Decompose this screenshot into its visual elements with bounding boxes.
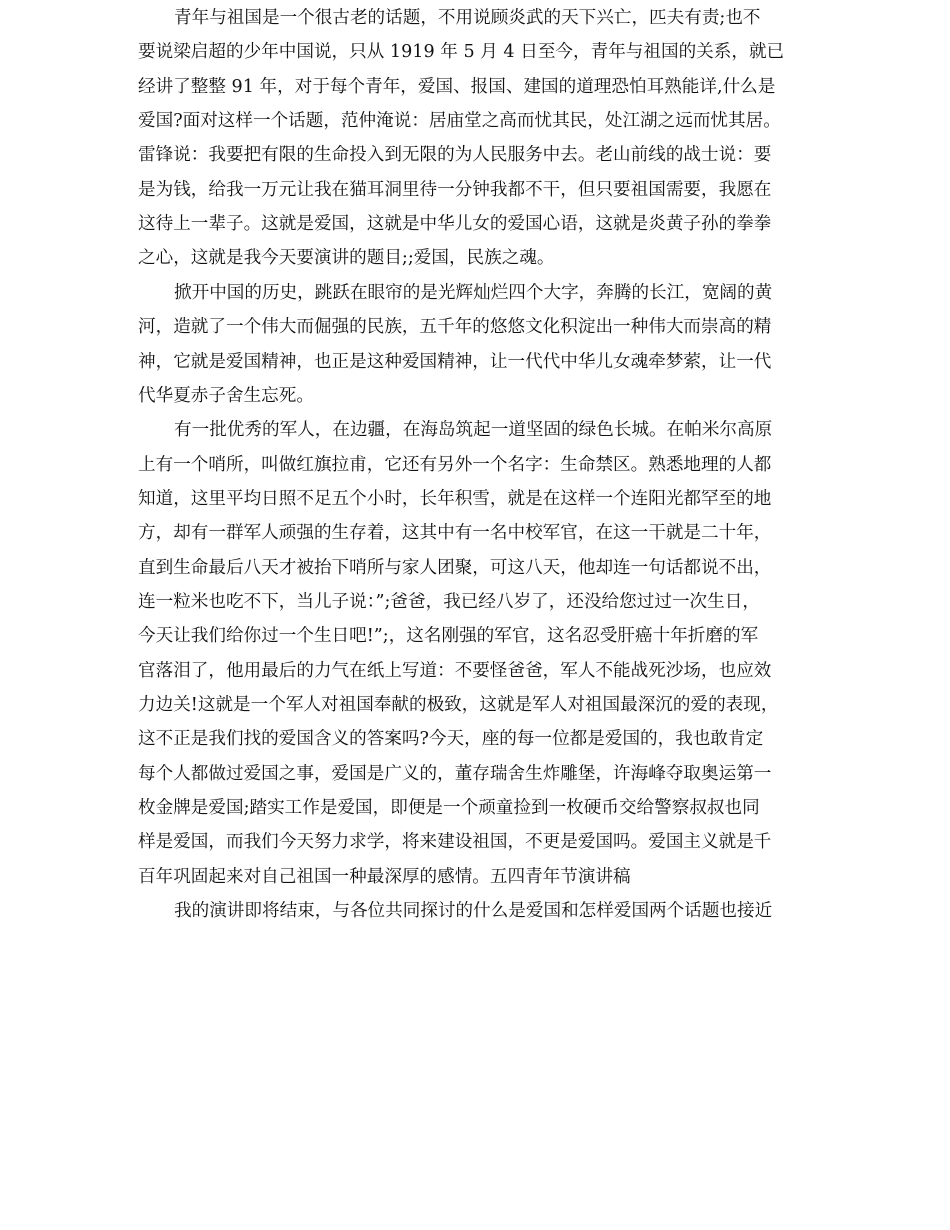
text-line: 上有一个哨所，叫做红旗拉甫，它还有另外一个名字：生命禁区。熟悉地理的人都 [138,454,772,475]
text-line: 连一粒米也吃不下，当儿子说：”;爸爸，我已经八岁了，还没给您过过一次生日， [138,591,760,612]
text-line: 我的演讲即将结束，与各位共同探讨的什么是爱国和怎样爱国两个话题也接近 [174,901,773,922]
text-line: 今天让我们给你过一个生日吧!”;，这名刚强的军官，这名忍受肝癌十年折磨的军 [138,626,759,647]
text-line: 要说梁启超的少年中国说，只从 1919 年 5 月 4 日至今，青年与祖国的关系，就已 [138,42,785,63]
text-line: 经讲了整整 91 年，对于每个青年，爱国、报国、建国的道理恐怕耳熟能详,什么是 [138,76,776,97]
text-line: 有一批优秀的军人，在边疆，在海岛筑起一道坚固的绿色长城。在帕米尔高原 [174,420,773,441]
text-line: 之心，这就是我今天要演讲的题目;;爱国，民族之魂。 [138,248,555,269]
text-line: 这待上一辈子。这就是爱国，这就是中华儿女的爱国心语，这就是炎黄子孙的拳拳 [138,214,772,235]
text-line: 河，造就了一个伟大而倔强的民族，五千年的悠悠文化积淀出一种伟大而崇高的精 [138,317,772,338]
text-line: 是为钱，给我一万元让我在猫耳洞里待一分钟我都不干，但只要祖国需要，我愿在 [138,179,772,200]
text-line: 神，它就是爱国精神，也正是这种爱国精神，让一代代中华儿女魂牵梦萦，让一代 [138,351,772,372]
text-line: 枚金牌是爱国;踏实工作是爱国，即便是一个顽童捡到一枚硬币交给警察叔叔也同 [138,798,760,819]
text-line: 知道，这里平均日照不足五个小时，长年积雪，就是在这样一个连阳光都罕至的地 [138,488,772,509]
text-line: 方，却有一群军人顽强的生存着，这其中有一名中校军官，在这一干就是二十年， [138,523,772,544]
text-line: 代华夏赤子舍生忘死。 [138,385,314,406]
text-line: 雷锋说：我要把有限的生命投入到无限的为人民服务中去。老山前线的战士说：要 [138,145,772,166]
text-line: 百年巩固起来对自己祖国一种最深厚的感情。五四青年节演讲稿 [138,866,631,887]
text-line: 青年与祖国是一个很古老的话题，不用说顾炎武的天下兴亡，匹夫有责;也不 [174,8,761,28]
text-line: 直到生命最后八天才被抬下哨所与家人团聚，可这八天，他却连一句话都说不出， [138,557,772,578]
text-line: 这不正是我们找的爱国含义的答案吗?今天，座的每一位都是爱国的，我也敢肯定 [138,729,764,750]
text-line: 爱国?面对这样一个话题，范仲淹说：居庙堂之高而忧其民，处江湖之远而忧其居。 [138,111,781,132]
text-line: 官落泪了，他用最后的力气在纸上写道：不要怪爸爸，军人不能战死沙场，也应效 [138,660,772,681]
text-line: 掀开中国的历史，跳跃在眼帘的是光辉灿烂四个大字，奔腾的长江，宽阔的黄 [174,282,773,303]
text-line: 力边关!这就是一个军人对祖国奉献的极致，这就是军人对祖国最深沉的爱的表现， [138,695,779,715]
text-line: 每个人都做过爱国之事，爱国是广义的，董存瑞舍生炸雕堡，许海峰夺取奥运第一 [138,763,772,784]
text-line: 样是爱国，而我们今天努力求学，将来建设祖国，不更是爱国吗。爱国主义就是千 [138,832,772,853]
